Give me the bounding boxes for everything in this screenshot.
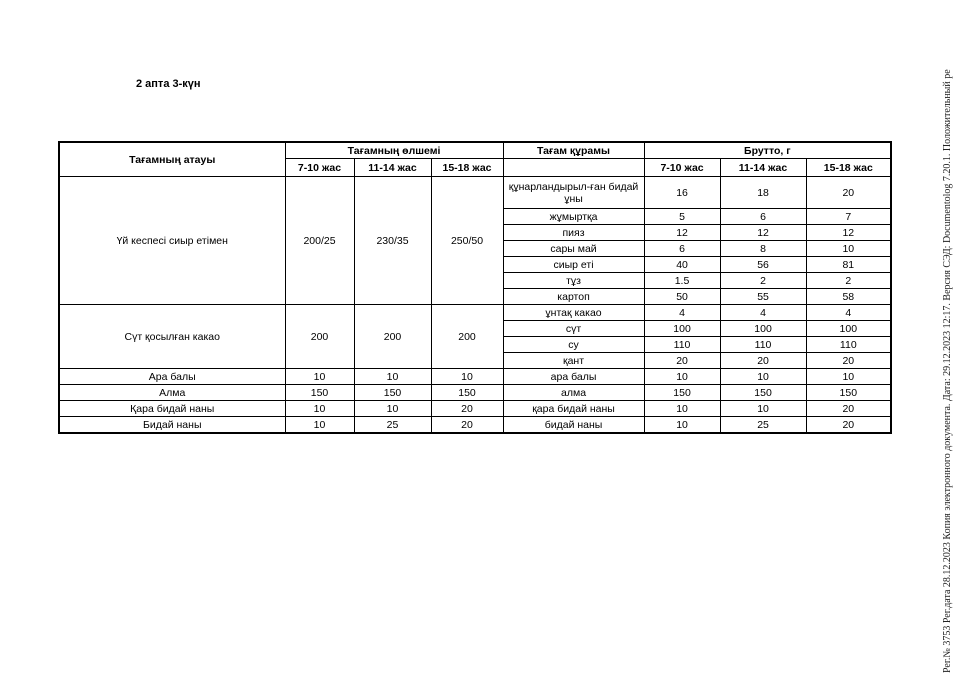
brutto-cell: 150 bbox=[644, 385, 720, 401]
brutto-cell: 16 bbox=[644, 177, 720, 209]
portion-cell: 10 bbox=[431, 369, 503, 385]
portion-cell: 230/35 bbox=[354, 177, 431, 305]
brutto-cell: 100 bbox=[806, 321, 891, 337]
brutto-cell: 6 bbox=[644, 241, 720, 257]
dish-name-cell: Алма bbox=[59, 385, 285, 401]
brutto-cell: 10 bbox=[720, 401, 806, 417]
table-row bbox=[59, 401, 891, 417]
brutto-cell: 12 bbox=[806, 225, 891, 241]
ingredient-cell: қара бидай наны bbox=[503, 401, 644, 417]
header-composition: Тағам құрамы bbox=[503, 142, 644, 159]
portion-cell: 10 bbox=[285, 369, 354, 385]
brutto-cell: 10 bbox=[644, 417, 720, 434]
header-brutto: Брутто, г bbox=[644, 142, 891, 159]
header-composition-blank bbox=[503, 159, 644, 177]
table-row bbox=[59, 369, 891, 385]
dish-name-cell: Бидай наны bbox=[59, 417, 285, 434]
brutto-cell: 20 bbox=[806, 417, 891, 434]
portion-cell: 150 bbox=[354, 385, 431, 401]
ingredient-cell: қант bbox=[503, 353, 644, 369]
brutto-cell: 100 bbox=[720, 321, 806, 337]
header-portion-age-7-10: 7-10 жас bbox=[285, 159, 354, 177]
menu-table bbox=[58, 141, 892, 434]
portion-cell: 150 bbox=[431, 385, 503, 401]
ingredient-cell: картоп bbox=[503, 289, 644, 305]
portion-cell: 250/50 bbox=[431, 177, 503, 305]
ingredient-cell: сиыр еті bbox=[503, 257, 644, 273]
portion-cell: 150 bbox=[285, 385, 354, 401]
header-portion-age-11-14: 11-14 жас bbox=[354, 159, 431, 177]
header-portion: Тағамның өлшемі bbox=[285, 142, 503, 159]
portion-cell: 10 bbox=[285, 401, 354, 417]
brutto-cell: 100 bbox=[644, 321, 720, 337]
menu-table-body bbox=[59, 177, 891, 434]
page-title: 2 апта 3-күн bbox=[136, 78, 201, 90]
portion-cell: 200 bbox=[354, 305, 431, 369]
ingredient-cell: жұмыртқа bbox=[503, 209, 644, 225]
dish-name-cell: Ара балы bbox=[59, 369, 285, 385]
dish-name-cell: Үй кеспесі сиыр етімен bbox=[59, 177, 285, 305]
header-brutto-age-11-14: 11-14 жас bbox=[720, 159, 806, 177]
ingredient-cell: бидай наны bbox=[503, 417, 644, 434]
table-row bbox=[59, 177, 891, 209]
ingredient-cell: сары май bbox=[503, 241, 644, 257]
brutto-cell: 10 bbox=[806, 241, 891, 257]
ingredient-cell: сүт bbox=[503, 321, 644, 337]
ingredient-cell: құнарландырыл-ған бидай ұны bbox=[503, 177, 644, 209]
document-registration-note bbox=[928, 0, 953, 673]
portion-cell: 10 bbox=[354, 401, 431, 417]
ingredient-cell: пияз bbox=[503, 225, 644, 241]
brutto-cell: 10 bbox=[644, 401, 720, 417]
header-brutto-age-15-18: 15-18 жас bbox=[806, 159, 891, 177]
brutto-cell: 110 bbox=[644, 337, 720, 353]
brutto-cell: 56 bbox=[720, 257, 806, 273]
portion-cell: 10 bbox=[354, 369, 431, 385]
portion-cell: 20 bbox=[431, 417, 503, 434]
portion-cell: 200 bbox=[431, 305, 503, 369]
brutto-cell: 18 bbox=[720, 177, 806, 209]
brutto-cell: 6 bbox=[720, 209, 806, 225]
ingredient-cell: тұз bbox=[503, 273, 644, 289]
brutto-cell: 5 bbox=[644, 209, 720, 225]
brutto-cell: 25 bbox=[720, 417, 806, 434]
brutto-cell: 81 bbox=[806, 257, 891, 273]
brutto-cell: 8 bbox=[720, 241, 806, 257]
brutto-cell: 4 bbox=[720, 305, 806, 321]
brutto-cell: 2 bbox=[720, 273, 806, 289]
dish-name-cell: Сүт қосылған какао bbox=[59, 305, 285, 369]
brutto-cell: 12 bbox=[720, 225, 806, 241]
brutto-cell: 7 bbox=[806, 209, 891, 225]
brutto-cell: 12 bbox=[644, 225, 720, 241]
portion-cell: 10 bbox=[285, 417, 354, 434]
brutto-cell: 20 bbox=[806, 401, 891, 417]
table-row bbox=[59, 385, 891, 401]
brutto-cell: 20 bbox=[644, 353, 720, 369]
header-portion-age-15-18: 15-18 жас bbox=[431, 159, 503, 177]
brutto-cell: 2 bbox=[806, 273, 891, 289]
ingredient-cell: алма bbox=[503, 385, 644, 401]
header-dish-name: Тағамның атауы bbox=[59, 142, 285, 177]
registration-text: Рег.№ 3753 Рег.дата 28.12.2023 Копия электронного документа. Дата: 29.12.2023 12:17. Версия СЭД: Documentolog 7.20.1. Положительный ре bbox=[942, 69, 953, 673]
portion-cell: 20 bbox=[431, 401, 503, 417]
brutto-cell: 4 bbox=[644, 305, 720, 321]
brutto-cell: 110 bbox=[720, 337, 806, 353]
portion-cell: 200 bbox=[285, 305, 354, 369]
brutto-cell: 110 bbox=[806, 337, 891, 353]
ingredient-cell: ұнтақ какао bbox=[503, 305, 644, 321]
portion-cell: 200/25 bbox=[285, 177, 354, 305]
brutto-cell: 10 bbox=[806, 369, 891, 385]
brutto-cell: 150 bbox=[720, 385, 806, 401]
brutto-cell: 1.5 bbox=[644, 273, 720, 289]
brutto-cell: 55 bbox=[720, 289, 806, 305]
portion-cell: 25 bbox=[354, 417, 431, 434]
brutto-cell: 20 bbox=[806, 177, 891, 209]
brutto-cell: 20 bbox=[806, 353, 891, 369]
table-row bbox=[59, 417, 891, 434]
brutto-cell: 150 bbox=[806, 385, 891, 401]
header-brutto-age-7-10: 7-10 жас bbox=[644, 159, 720, 177]
brutto-cell: 50 bbox=[644, 289, 720, 305]
brutto-cell: 10 bbox=[720, 369, 806, 385]
table-row bbox=[59, 305, 891, 321]
brutto-cell: 40 bbox=[644, 257, 720, 273]
brutto-cell: 58 bbox=[806, 289, 891, 305]
ingredient-cell: ара балы bbox=[503, 369, 644, 385]
brutto-cell: 10 bbox=[644, 369, 720, 385]
ingredient-cell: су bbox=[503, 337, 644, 353]
dish-name-cell: Қара бидай наны bbox=[59, 401, 285, 417]
brutto-cell: 4 bbox=[806, 305, 891, 321]
brutto-cell: 20 bbox=[720, 353, 806, 369]
